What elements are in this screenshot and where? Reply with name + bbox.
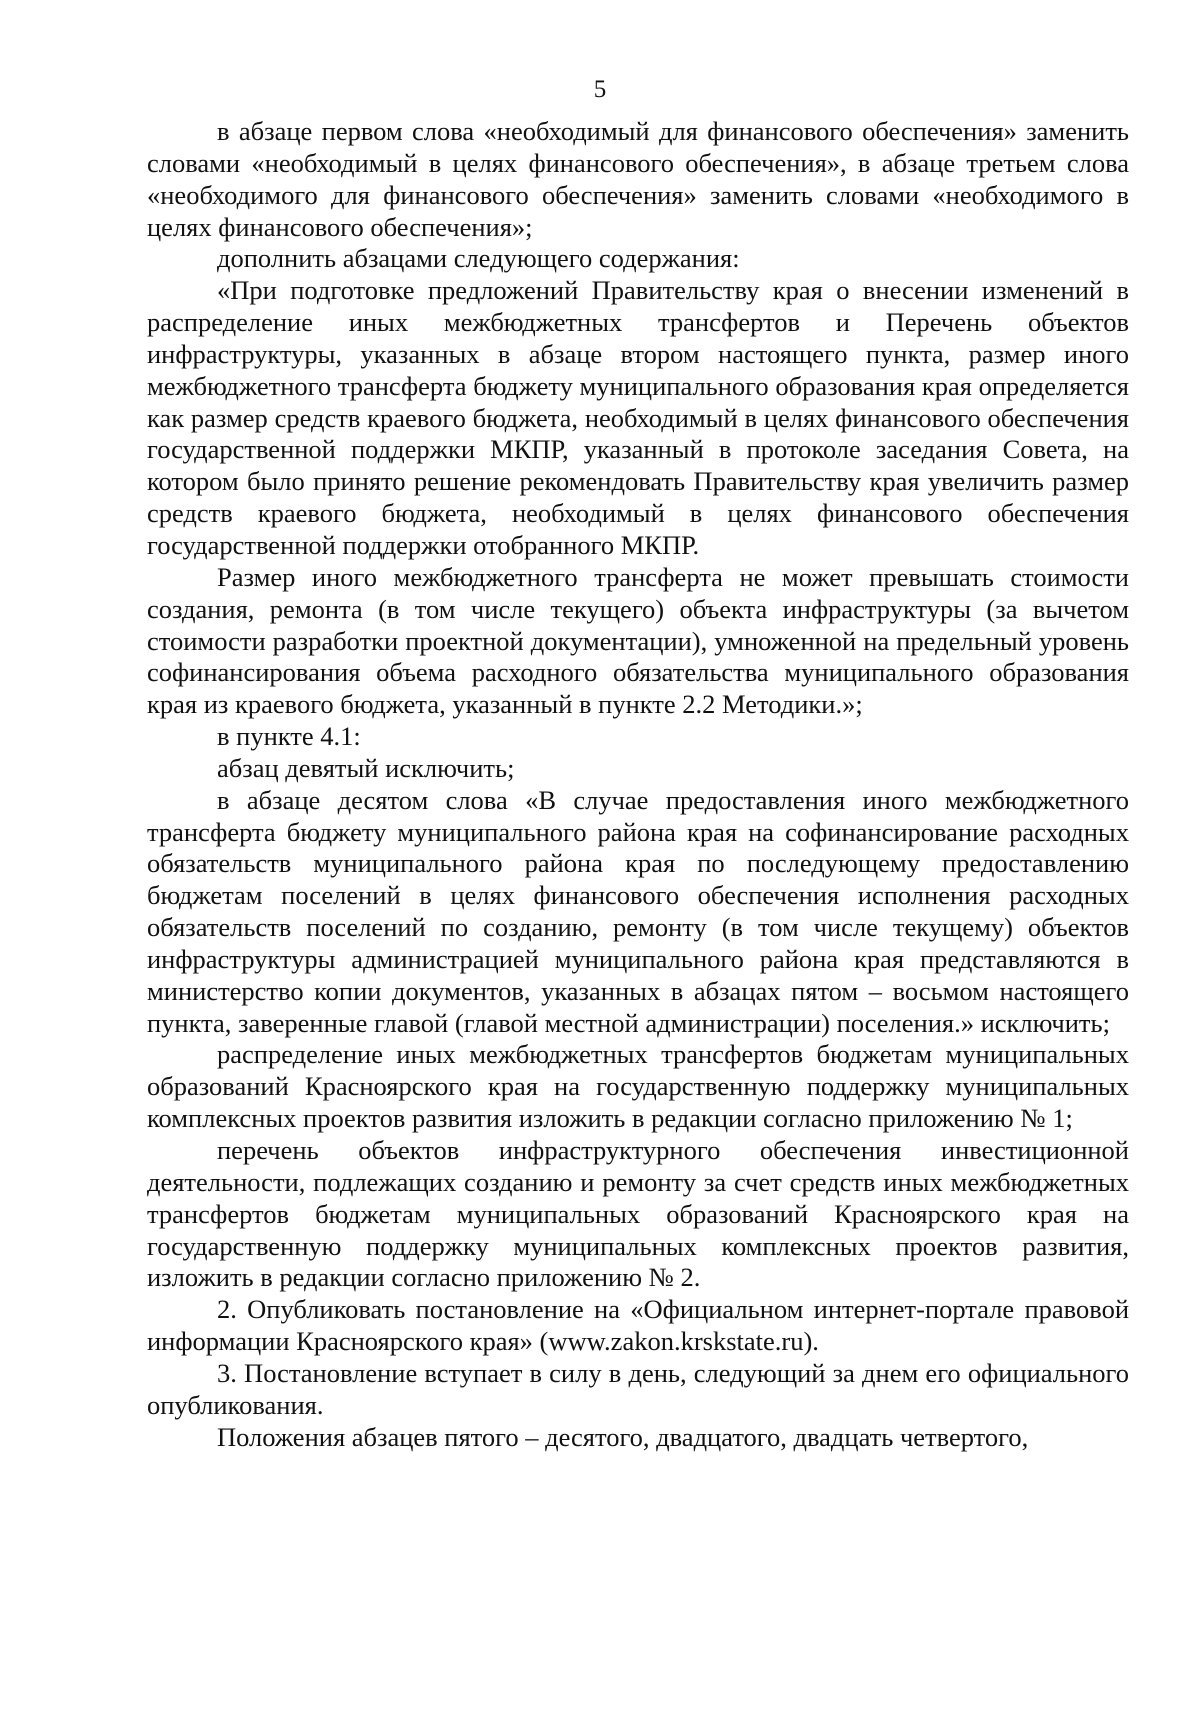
paragraph-transfer-limit: Размер иного межбюджетного трансферта не может превышать стоимости создания, ремонта (в том числе текущего) объекта инфраструктуры (за вычетом стоимости разработки проектной документации), умноженной на предельный уровень софинансирования объема расходного обязательства муниципального образования края из краевого бюджета, указанный в пункте 2.2 Методики.»;: [147, 561, 1129, 720]
paragraph-distribution-annex-1: распределение иных межбюджетных трансфертов бюджетам муниципальных образований Красноярского края на государственную поддержку муниципальных комплексных проектов развития изложить в редакции согласно приложению № 1;: [147, 1039, 1129, 1134]
paragraph-ninth-exclude: абзац девятый исключить;: [217, 752, 515, 783]
paragraph-point-4-1: в пункте 4.1:: [217, 721, 361, 752]
paragraph-publish: 2. Опубликовать постановление на «Официальном интернет-портале правовой информации Красноярского края» (www.zakon.krskstate.ru).: [147, 1294, 1129, 1357]
paragraph-entry-into-force: 3. Постановление вступает в силу в день, следующий за днем его официального опубликования.: [147, 1357, 1129, 1420]
paragraph-proposals-government: «При подготовке предложений Правительству края о внесении изменений в распределение иных межбюджетных трансфертов и Перечень объектов инфраструктуры, указанных в абзаце втором настоящего пункта, размер иного межбюджетного трансферта бюджету муниципального образования края определяется как размер средств краевого бюджета, необходимый в целях финансового обеспечения государственной поддержки МКПР, указанный в протоколе заседания Совета, на котором было принято решение рекомендовать Правительству края увеличить размер средств краевого бюджета, необходимый в целях финансового обеспечения государственной поддержки отобранного МКПР.: [147, 275, 1129, 560]
paragraph-provisions: Положения абзацев пятого – десятого, двадцатого, двадцать четвертого,: [217, 1421, 1029, 1452]
paragraph-amend-first-third: в абзаце первом слова «необходимый для финансового обеспечения» заменить словами «необходимый в целях финансового обеспечения», в абзаце третьем слова «необходимого для финансового обеспечения» заменить словами «необходимого в целях финансового обеспечения»;: [147, 116, 1129, 242]
page-number: 5: [593, 76, 607, 103]
paragraph-list-annex-2: перечень объектов инфраструктурного обеспечения инвестиционной деятельности, подлежащих созданию и ремонту за счет средств иных межбюджетных трансфертов бюджетам муниципальных образований Красноярского края на государственную поддержку муниципальных комплексных проектов развития, изложить в редакции согласно приложению № 2.: [147, 1135, 1129, 1293]
paragraph-supplement-intro: дополнить абзацами следующего содержания:: [217, 243, 740, 274]
document-body: [147, 116, 1129, 1453]
paragraph-tenth-amend: в абзаце десятом слова «В случае предоставления иного межбюджетного трансферта бюджету муниципального района края на софинансирование расходных обязательств муниципального района края по последующему предоставлению бюджетам поселений в целях финансового обеспечения исполнения расходных обязательств поселений по созданию, ремонту (в том числе текущему) объектов инфраструктуры администрацией муниципального района края представляются в министерство копии документов, указанных в абзацах пятом – восьмом настоящего пункта, заверенные главой (главой местной администрации) поселения.» исключить;: [147, 784, 1129, 1038]
